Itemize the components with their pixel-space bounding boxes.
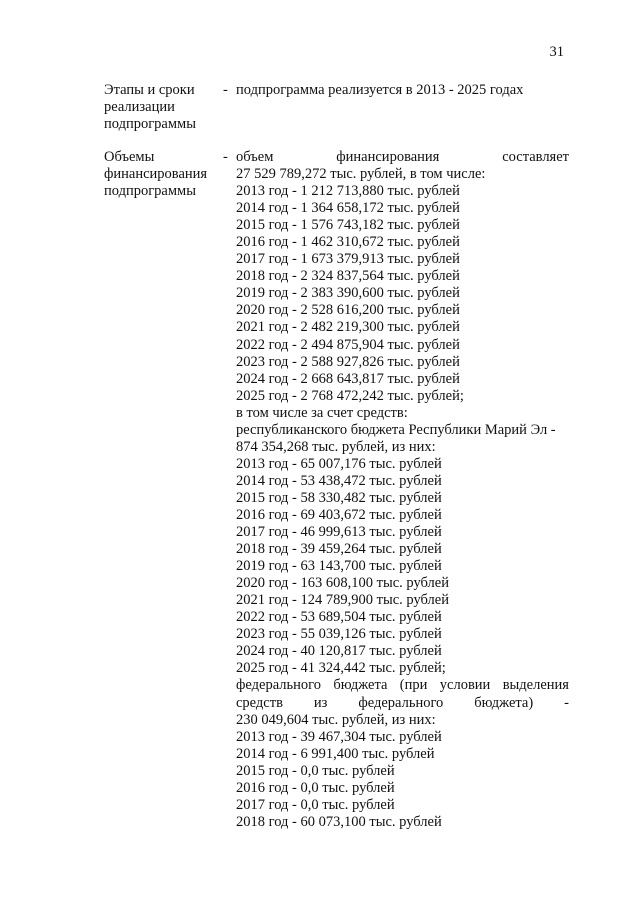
funding-text-line: 2023 год - 2 588 927,826 тыс. рублей — [236, 353, 460, 370]
funding-text-line: 2020 год - 163 608,100 тыс. рублей — [236, 575, 449, 592]
funding-text-line: 27 529 789,272 тыс. рублей, в том числе: — [236, 166, 486, 183]
funding-text-line: 2016 год - 0,0 тыс. рублей — [236, 779, 395, 796]
funding-lines-after — [236, 712, 569, 831]
funding-text-line: 2018 год - 39 459,264 тыс. рублей — [236, 541, 442, 558]
funding-text-line: 2025 год - 41 324,442 тыс. рублей; — [236, 660, 446, 677]
stages-label-line: подпрограммы — [104, 116, 196, 132]
intro-word: объем — [236, 149, 274, 165]
federal-word: федерального — [358, 694, 444, 711]
funding-text-line: 2017 год - 46 999,613 тыс. рублей — [236, 524, 442, 541]
funding-dash: - — [223, 149, 228, 165]
federal-word: бюджета) — [474, 694, 534, 711]
federal-word: средств — [236, 694, 283, 711]
federal-word: бюджета — [333, 677, 388, 694]
funding-text-line: 2014 год - 53 438,472 тыс. рублей — [236, 472, 442, 489]
federal-word: (при — [399, 677, 428, 694]
funding-text-line: 2021 год - 124 789,900 тыс. рублей — [236, 592, 449, 609]
funding-section — [104, 149, 569, 839]
stages-label-line: реализации — [104, 99, 175, 115]
funding-label — [104, 149, 222, 200]
stages-label-line: Этапы и сроки — [104, 82, 195, 98]
funding-text-line: 2014 год - 6 991,400 тыс. рублей — [236, 745, 435, 762]
stages-dash: - — [223, 82, 228, 98]
funding-text-line: 2013 год - 1 212 713,880 тыс. рублей — [236, 183, 460, 200]
funding-text-line: 2019 год - 2 383 390,600 тыс. рублей — [236, 285, 460, 302]
federal-word: - — [564, 694, 569, 711]
funding-text-line: республиканского бюджета Республики Марий Эл - — [236, 421, 556, 438]
funding-text-line: 2019 год - 63 143,700 тыс. рублей — [236, 558, 442, 575]
funding-text-line: 2017 год - 0,0 тыс. рублей — [236, 796, 395, 813]
funding-text-line: 2025 год - 2 768 472,242 тыс. рублей; — [236, 387, 464, 404]
stages-label — [104, 82, 222, 133]
federal-word: федерального — [236, 677, 321, 694]
page-number: 31 — [549, 44, 564, 60]
funding-text-line: в том числе за счет средств: — [236, 404, 408, 421]
funding-label-line: Объемы — [104, 149, 155, 165]
funding-text-line: 2018 год - 60 073,100 тыс. рублей — [236, 813, 442, 830]
funding-text-line: 2024 год - 2 668 643,817 тыс. рублей — [236, 370, 460, 387]
funding-text-line: 2017 год - 1 673 379,913 тыс. рублей — [236, 251, 460, 268]
funding-text-line: 2013 год - 39 467,304 тыс. рублей — [236, 728, 442, 745]
stages-text — [236, 82, 569, 99]
funding-text-line: 2022 год - 2 494 875,904 тыс. рублей — [236, 336, 460, 353]
intro-word: финансирования — [336, 149, 440, 165]
funding-text-line: 2016 год - 69 403,672 тыс. рублей — [236, 506, 442, 523]
funding-text — [236, 149, 569, 831]
federal-word: условии — [439, 677, 491, 694]
funding-text-line: 874 354,268 тыс. рублей, из них: — [236, 438, 436, 455]
funding-label-line: финансирования — [104, 166, 208, 182]
stages-section — [104, 82, 569, 142]
funding-text-line: 2013 год - 65 007,176 тыс. рублей — [236, 455, 442, 472]
funding-intro-line — [236, 149, 569, 166]
funding-lines — [236, 166, 569, 677]
stages-text-line: подпрограмма реализуется в 2013 - 2025 годах — [236, 82, 524, 98]
funding-text-line: 2015 год - 0,0 тыс. рублей — [236, 762, 395, 779]
funding-text-line: 2018 год - 2 324 837,564 тыс. рублей — [236, 268, 460, 285]
funding-label-line: подпрограммы — [104, 183, 196, 199]
federal-line-1 — [236, 677, 569, 694]
funding-text-line: 2024 год - 40 120,817 тыс. рублей — [236, 643, 442, 660]
intro-word: составляет — [502, 149, 569, 165]
funding-text-line: 2015 год - 1 576 743,182 тыс. рублей — [236, 217, 460, 234]
funding-text-line: 2022 год - 53 689,504 тыс. рублей — [236, 609, 442, 626]
funding-text-line: 2020 год - 2 528 616,200 тыс. рублей — [236, 302, 460, 319]
funding-text-line: 2014 год - 1 364 658,172 тыс. рублей — [236, 200, 460, 217]
funding-text-line: 230 049,604 тыс. рублей, из них: — [236, 711, 436, 728]
funding-text-line: 2023 год - 55 039,126 тыс. рублей — [236, 626, 442, 643]
funding-text-line: 2021 год - 2 482 219,300 тыс. рублей — [236, 319, 460, 336]
funding-text-line: 2016 год - 1 462 310,672 тыс. рублей — [236, 234, 460, 251]
federal-line-2 — [236, 695, 569, 712]
funding-text-line: 2015 год - 58 330,482 тыс. рублей — [236, 489, 442, 506]
federal-word: из — [313, 694, 328, 711]
federal-word: выделения — [502, 677, 569, 694]
